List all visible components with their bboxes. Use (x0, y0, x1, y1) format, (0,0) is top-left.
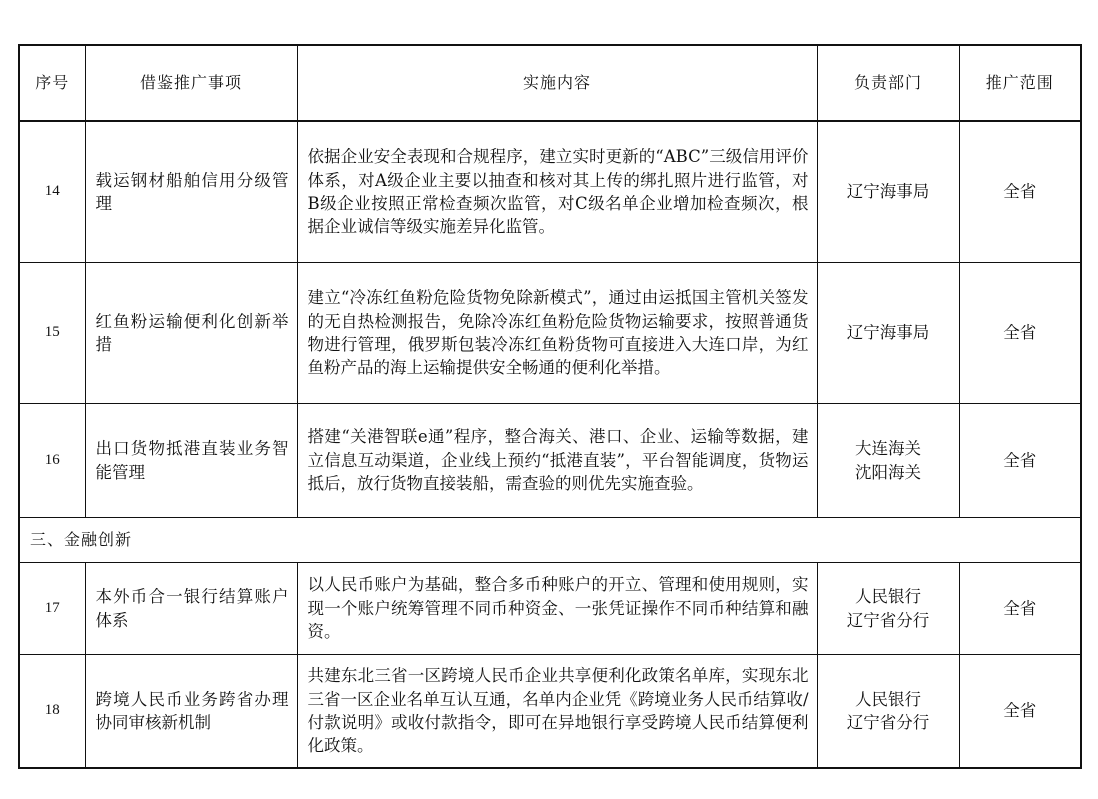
row-content: 建立“冷冻红鱼粉危险货物免除新模式”，通过由运抵国主管机关签发的无自热检测报告，免除冷冻红鱼粉危险货物运输要求，按照普通货物进行管理，俄罗斯包装冷冻红鱼粉货物可直接进入大连口岸，为红鱼粉产品的海上运输提供安全畅通的便利化举措。 (297, 263, 817, 404)
row-item: 跨境人民币业务跨省办理协同审核新机制 (85, 655, 297, 769)
row-scope: 全省 (959, 563, 1081, 655)
row-department (817, 263, 959, 404)
row-item: 载运钢材船舶信用分级管理 (85, 121, 297, 263)
row-item: 本外币合一银行结算账户体系 (85, 563, 297, 655)
section-row (19, 518, 1081, 563)
row-content: 以人民币账户为基础，整合多币种账户的开立、管理和使用规则，实现一个账户统筹管理不同币种资金、一张凭证操作不同币种结算和融资。 (297, 563, 817, 655)
row-number: 14 (19, 121, 85, 263)
header-responsible-department: 负责部门 (817, 45, 959, 121)
policy-table-container (18, 44, 1080, 769)
department-line: 人民银行 (855, 689, 921, 709)
department-line: 沈阳海关 (855, 462, 921, 482)
department-line: 辽宁海事局 (846, 182, 930, 202)
table-row (19, 263, 1081, 404)
row-department (817, 563, 959, 655)
row-number: 16 (19, 404, 85, 518)
department-line: 辽宁省分行 (846, 610, 930, 630)
department-line: 大连海关 (855, 439, 921, 459)
row-number: 17 (19, 563, 85, 655)
header-promotion-scope: 推广范围 (959, 45, 1081, 121)
policy-table (18, 44, 1082, 769)
table-row (19, 404, 1081, 518)
row-department (817, 404, 959, 518)
header-implementation-content: 实施内容 (297, 45, 817, 121)
section-title: 三、金融创新 (19, 518, 1081, 563)
row-scope: 全省 (959, 655, 1081, 769)
table-header-row (19, 45, 1081, 121)
row-scope: 全省 (959, 404, 1081, 518)
row-number: 15 (19, 263, 85, 404)
department-line: 辽宁海事局 (846, 323, 930, 343)
table-row (19, 121, 1081, 263)
row-department (817, 655, 959, 769)
table-row (19, 655, 1081, 769)
row-item: 出口货物抵港直装业务智能管理 (85, 404, 297, 518)
row-department (817, 121, 959, 263)
row-item: 红鱼粉运输便利化创新举措 (85, 263, 297, 404)
row-content: 搭建“关港智联e通”程序，整合海关、港口、企业、运输等数据，建立信息互动渠道，企业线上预约“抵港直装”，平台智能调度，货物运抵后，放行货物直接装船，需查验的则优先实施查验。 (297, 404, 817, 518)
department-line: 辽宁省分行 (846, 713, 930, 732)
header-promotion-item: 借鉴推广事项 (85, 45, 297, 121)
table-row (19, 563, 1081, 655)
row-content: 共建东北三省一区跨境人民币企业共享便利化政策名单库，实现东北三省一区企业名单互认互通，名单内企业凭《跨境业务人民币结算收/付款说明》或收付款指令，即可在异地银行享受跨境人民币结算便利化政策。 (297, 655, 817, 769)
row-scope: 全省 (959, 121, 1081, 263)
department-line: 人民银行 (855, 587, 921, 607)
row-number: 18 (19, 655, 85, 769)
row-scope: 全省 (959, 263, 1081, 404)
header-serial-number: 序号 (19, 45, 85, 121)
row-content: 依据企业安全表现和合规程序，建立实时更新的“ABC”三级信用评价体系，对A级企业主要以抽查和核对其上传的绑扎照片进行监管，对B级企业按照正常检查频次监管，对C级名单企业增加检查频次，根据企业诚信等级实施差异化监管。 (297, 121, 817, 263)
